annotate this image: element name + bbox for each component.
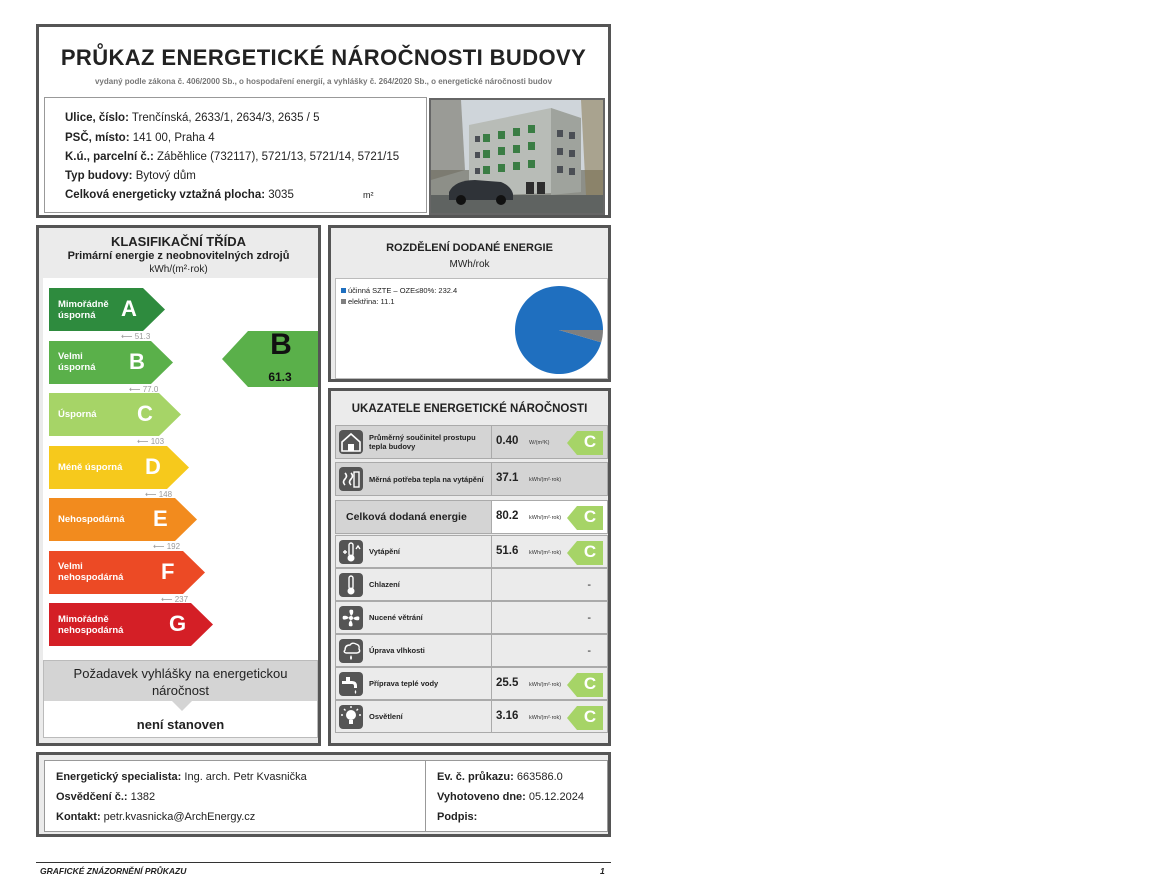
energy-class-letter: A — [121, 296, 137, 321]
specialist-panel — [44, 760, 608, 832]
header-box — [36, 24, 611, 218]
energy-class-label: Velmi nehospodárná — [58, 561, 124, 583]
indicator-value: 51.6 — [496, 544, 519, 557]
energy-class-scale — [43, 278, 318, 662]
indicator-row — [335, 568, 608, 601]
page-number: 1 — [600, 866, 605, 876]
energy-class-label: Mimořádně nehospodárná — [58, 613, 124, 636]
contact-row: Kontakt: petr.kvasnicka@ArchEnergy.cz — [56, 811, 256, 823]
requirement-value: není stanoven — [136, 717, 225, 732]
indicator-class-letter: C — [583, 507, 597, 526]
indicator-row — [335, 601, 608, 634]
current-class-value: 61.3 — [268, 370, 292, 384]
indicator-empty-value: - — [587, 611, 591, 624]
energy-class-label: Méně úsporná — [58, 461, 123, 473]
legend-swatch-elektrina — [341, 299, 346, 304]
indicator-value: 0.40 — [496, 435, 519, 447]
indicator-empty-value: - — [587, 578, 591, 591]
indicators-title: UKAZATELE ENERGETICKÉ NÁROČNOSTI — [351, 403, 588, 415]
indicator-name: Chlazení — [366, 569, 492, 600]
indicator-name: Příprava teplé vody — [366, 668, 492, 699]
tap-icon — [336, 668, 366, 699]
indicator-class-letter: C — [583, 432, 597, 451]
indicator-class-badge — [567, 431, 603, 455]
indicator-row — [335, 634, 608, 667]
indicator-unit: kWh/(m²·rok) — [529, 714, 562, 721]
indicator-class-letter: C — [583, 706, 597, 726]
class-limit-value: ⟵ 192 — [153, 542, 181, 551]
indicator-name: Osvětlení — [366, 701, 492, 732]
indicator-name: Průměrný součinitel prostupu tepla budovy — [366, 426, 492, 458]
ku-value: Záběhlice (732117), 5721/13, 5721/14, 5721/15 — [157, 151, 400, 163]
energy-class-e — [49, 498, 197, 541]
ev-number-row: Ev. č. průkazu: 663586.0 — [437, 771, 563, 783]
street-value: Trenčínská, 2633/1, 2634/3, 2635 / 5 — [131, 112, 320, 124]
energy-class-letter: E — [153, 506, 168, 531]
energy-class-g — [49, 603, 213, 646]
address-panel — [44, 97, 427, 213]
humidity-icon — [336, 635, 366, 666]
energy-class-d — [49, 446, 189, 489]
building-photo — [429, 98, 605, 215]
certificate-row: Osvědčení č.: 1382 — [56, 791, 156, 803]
energy-class-b — [49, 341, 173, 384]
class-limit-value: ⟵ 103 — [137, 437, 165, 446]
divider — [425, 761, 426, 831]
pie-chart — [514, 285, 604, 375]
page-subtitle: vydaný podle zákona č. 406/2000 Sb., o hospodaření energií, a vyhlášky č. 264/2020 Sb., o energetické náročnosti budov — [94, 77, 553, 86]
indicator-name: Vytápění — [366, 536, 492, 567]
bulb-icon — [336, 701, 366, 732]
footer-label: GRAFICKÉ ZNÁZORNĚNÍ PRŮKAZU — [40, 866, 187, 876]
indicator-class-badge — [567, 706, 603, 730]
legend-swatch-szte — [341, 288, 346, 293]
classification-box — [36, 225, 321, 746]
indicator-class-badge — [567, 541, 603, 565]
thermometer-up-icon — [336, 536, 366, 567]
indicator-empty-value: - — [587, 644, 591, 657]
thermometer-down-icon — [336, 569, 366, 600]
energy-class-letter: B — [129, 348, 145, 374]
indicator-row — [335, 462, 608, 496]
indicator-name: Úprava vlhkosti — [366, 635, 492, 666]
type-value: Bytový dům — [135, 170, 196, 182]
specialist-name: Ing. arch. Petr Kvasnička — [184, 771, 307, 783]
class-limit-value: ⟵ 77.0 — [129, 384, 159, 394]
energy-class-label: Velmi úsporná — [58, 351, 96, 373]
area-value: 3035 — [268, 189, 294, 201]
classification-unit: kWh/(m²·rok) — [149, 264, 208, 275]
psc-value: 141 00, Praha 4 — [132, 132, 215, 144]
specialist-box — [36, 752, 611, 837]
date-row: Vyhotoveno dne: 05.12.2024 — [437, 791, 584, 803]
energy-class-a — [49, 288, 165, 331]
footer-divider — [36, 862, 611, 863]
signature-row: Podpis: — [437, 811, 478, 823]
fan-icon — [336, 602, 366, 633]
legend-item-elektrina: elektřina: 11.1 — [341, 297, 395, 306]
indicator-value: 3.16 — [496, 709, 519, 722]
ev-number: 663586.0 — [516, 771, 563, 783]
indicator-unit: kWh/(m²·rok) — [529, 515, 562, 521]
indicator-value: 80.2 — [496, 510, 519, 522]
indicator-unit: W/(m²K) — [529, 440, 550, 446]
energy-class-letter: G — [169, 611, 187, 636]
indicator-class-letter: C — [583, 541, 597, 561]
classification-subtitle: Primární energie z neobnovitelných zdrojů — [67, 250, 290, 262]
indicator-name: Celková dodaná energie — [336, 501, 492, 533]
class-limit-value: ⟵ 237 — [161, 594, 189, 604]
psc-row: PSČ, místo: 141 00, Praha 4 — [65, 132, 215, 144]
distribution-chart — [335, 278, 608, 379]
indicator-class-letter: C — [583, 673, 597, 693]
indicator-row — [335, 700, 608, 733]
issue-date: 05.12.2024 — [528, 791, 584, 803]
area-row: Celková energeticky vztažná plocha: 3035 — [65, 189, 294, 201]
chevron-down-icon — [172, 701, 192, 711]
energy-distribution-box — [328, 225, 611, 382]
indicator-row — [335, 425, 608, 459]
area-unit: m² — [363, 190, 374, 200]
street-row: Ulice, číslo: Trenčínská, 2633/1, 2634/3, 2635 / 5 — [65, 112, 320, 124]
indicator-unit: kWh/(m²·rok) — [529, 477, 562, 483]
contact-email[interactable]: petr.kvasnicka@ArchEnergy.cz — [103, 811, 256, 823]
energy-class-f — [49, 551, 205, 594]
current-class-marker — [222, 328, 318, 387]
indicator-row — [335, 667, 608, 700]
indicator-row — [335, 535, 608, 568]
type-row: Typ budovy: Bytový dům — [65, 170, 196, 182]
class-limit-value: ⟵ 51.3 — [121, 332, 151, 341]
indicators-box — [328, 388, 611, 746]
indicator-name: Nucené větrání — [366, 602, 492, 633]
legend-item-szte: účinná SZTE – OZE≤80%: 232.4 — [341, 286, 457, 295]
distribution-unit: MWh/rok — [449, 259, 490, 270]
page-title: PRŮKAZ ENERGETICKÉ NÁROČNOSTI BUDOVY — [60, 45, 587, 70]
indicator-unit: kWh/(m²·rok) — [529, 549, 562, 556]
heating-radiator-icon — [336, 463, 366, 495]
energy-class-letter: D — [145, 453, 161, 479]
indicator-name: Měrná potřeba tepla na vytápění — [366, 463, 492, 495]
requirement-panel — [43, 660, 318, 738]
certificate-number: 1382 — [130, 791, 156, 803]
indicator-class-badge — [567, 673, 603, 697]
class-limit-value: ⟵ 148 — [145, 489, 173, 499]
classification-title: KLASIFIKAČNÍ TŘÍDA — [110, 234, 247, 249]
indicator-unit: kWh/(m²·rok) — [529, 681, 562, 688]
ku-row: K.ú., parcelní č.: Záběhlice (732117), 5721/13, 5721/14, 5721/15 — [65, 151, 400, 163]
energy-class-letter: C — [137, 401, 153, 426]
requirement-label: Požadavek vyhlášky na energetickou náročnost — [44, 661, 317, 701]
specialist-name-row: Energetický specialista: Ing. arch. Petr Kvasnička — [56, 771, 307, 783]
energy-class-label: Nehospodárná — [58, 514, 125, 525]
indicator-class-badge — [567, 506, 603, 530]
energy-class-label: Úsporná — [58, 409, 97, 420]
energy-class-letter: F — [161, 558, 175, 584]
indicator-value: 37.1 — [496, 472, 519, 484]
current-class-letter: B — [270, 328, 292, 361]
energy-class-label: Mimořádně úsporná — [58, 298, 109, 321]
distribution-title: ROZDĚLENÍ DODANÉ ENERGIE — [386, 242, 553, 254]
indicator-value: 25.5 — [496, 676, 519, 689]
energy-class-c — [49, 393, 181, 436]
house-icon — [336, 426, 366, 458]
indicator-row — [335, 500, 608, 534]
